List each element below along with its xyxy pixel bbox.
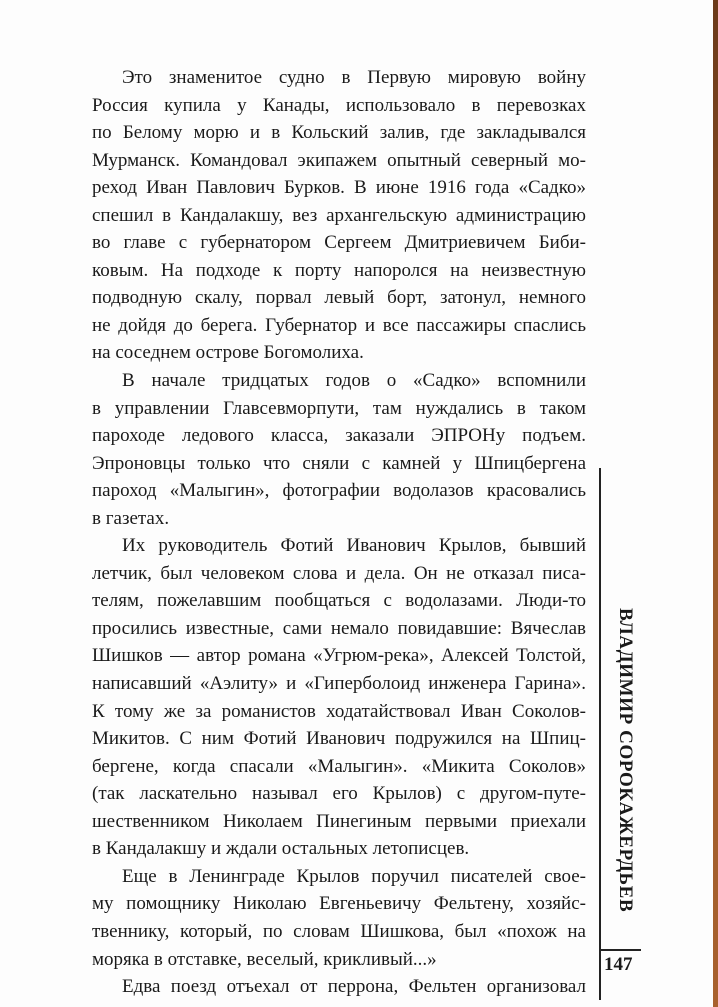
text-line: Мурманск. Командовал экипажем опытный северный мо- bbox=[92, 149, 586, 171]
text-line: К тому же за романистов ходатайствовал Иван Соколов- bbox=[92, 700, 586, 722]
text-line: не дойдя до берега. Губернатор и все пассажиры спаслись bbox=[92, 314, 586, 336]
text-line: Это знаменитое судно в Первую мировую войну bbox=[122, 67, 586, 88]
text-line: Микитов. С ним Фотий Иванович подружился на Шпиц- bbox=[92, 728, 586, 750]
running-head: ВЛАДИМИР СОРОКАЖЕРДЬЕВ bbox=[615, 608, 636, 913]
text-line: в Кандалакшу и ждали остальных летописцев. bbox=[92, 838, 470, 860]
text-line: пароход «Малыгин», фотографии водолазов красовались bbox=[92, 480, 586, 502]
text-line: твеннику, который, по словам Шишкова, был «похож на bbox=[92, 920, 586, 942]
text-line: спешил в Кандалакшу, вез архангельскую администрацию bbox=[92, 204, 586, 226]
text-line: по Белому морю и в Кольский залив, где закладывался bbox=[92, 122, 586, 144]
text-line: му помощнику Николаю Евгеньевичу Фельтену, хозяйс- bbox=[92, 893, 586, 915]
text-line: на соседнем острове Богомолиха. bbox=[92, 342, 364, 364]
text-line: шественником Николаем Пинегиным первыми приехали bbox=[92, 810, 586, 832]
text-line: В начале тридцатых годов о «Садко» вспомнили bbox=[122, 370, 586, 392]
text-line: просились известные, сами немало повидавшие: Вячеслав bbox=[92, 617, 586, 639]
text-line: моряка в отставке, веселый, крикливый...» bbox=[92, 948, 437, 970]
text-line: Россия купила у Канады, использовало в перевозках bbox=[92, 94, 586, 116]
text-line: Шишков — автор романа «Угрюм-река», Алексей Толстой, bbox=[92, 645, 586, 667]
text-line: в управлении Главсевморпути, там нуждались в таком bbox=[92, 397, 586, 419]
text-line: во главе с губернатором Сергеем Дмитриевичем Биби- bbox=[92, 232, 586, 254]
text-line: пароходе ледового класса, заказали ЭПРОНу подъем. bbox=[92, 425, 586, 447]
text-line: телям, пожелавшим пообщаться с водолазами. Люди-то bbox=[92, 590, 586, 612]
text-line: в газетах. bbox=[92, 507, 170, 529]
text-line: Еще в Ленинграде Крылов поручил писателей свое- bbox=[122, 865, 586, 887]
text-line: подводную скалу, порвал левый борт, затонул, немного bbox=[92, 287, 586, 309]
book-edge bbox=[713, 0, 718, 1007]
text-line: бергене, когда спасали «Малыгин». «Микита Соколов» bbox=[92, 755, 586, 777]
text-line: Эпроновцы только что сняли с камней у Шпицбергена bbox=[92, 452, 586, 474]
page-number-rule bbox=[599, 949, 641, 951]
text-line: Едва поезд отъехал от перрона, Фельтен организовал bbox=[122, 976, 586, 998]
text-line: (так ласкательно называл его Крылов) с другом-путе- bbox=[92, 783, 586, 805]
text-line: Их руководитель Фотий Иванович Крылов, бывший bbox=[122, 535, 586, 557]
page-number: 147 bbox=[604, 954, 633, 975]
text-line: реход Иван Павлович Бурков. В июне 1916 года «Садко» bbox=[92, 177, 586, 199]
text-line: ковым. На подходе к порту напоролся на неизвестную bbox=[92, 259, 586, 281]
body-text bbox=[92, 64, 586, 1001]
margin-rule bbox=[599, 468, 601, 1000]
text-line: написавший «Аэлиту» и «Гиперболоид инженера Гарина». bbox=[92, 673, 586, 695]
text-line: летчик, был человеком слова и дела. Он не отказал писа- bbox=[92, 562, 586, 584]
